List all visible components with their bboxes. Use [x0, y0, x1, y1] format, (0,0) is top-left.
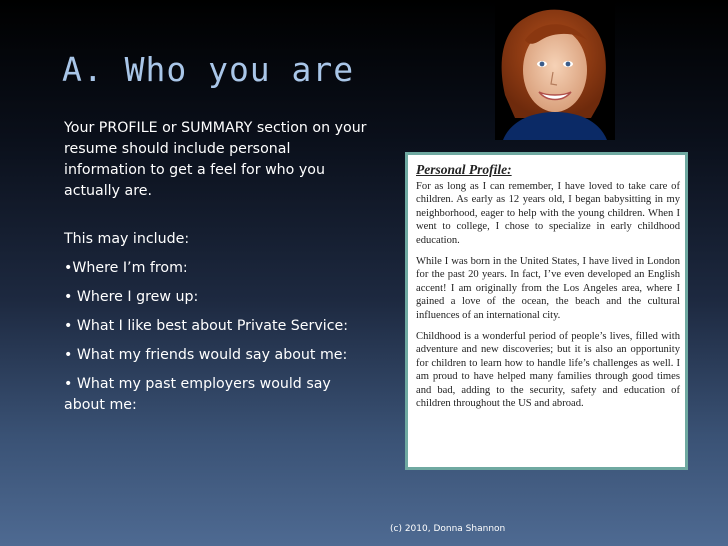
list-item-where-from: •Where I’m from: [64, 260, 188, 276]
profile-paragraph: Childhood is a wonderful period of people’s lives, filled with adventure and new discoveries; but it is also an opportunity for children to learn how to handle life’s challenges as well. I am proud to have helped many families through good times and bad, adding to the security, safety and education of children throughout the US and abroad. [416, 331, 680, 410]
list-item-grew-up: • Where I grew up: [64, 289, 199, 305]
intro-text: Your PROFILE or SUMMARY section on your resume should include personal information to get a feel for who you actually are. [64, 120, 367, 199]
list-intro: This may include: [64, 231, 190, 247]
profile-paragraph: While I was born in the United States, I have lived in London for the past 20 years. In fact, I’ve even developed an English accent! I am originally from the Los Angeles area, where I gained a love of the ocean, the beach and the cultural influences of an international city. [416, 256, 680, 321]
profile-photo [495, 0, 615, 140]
list-item-employers: • What my past employers would say about me: [64, 376, 331, 413]
copyright-footer: (c) 2010, Donna Shannon [390, 524, 506, 534]
profile-heading: Personal Profile: [416, 162, 512, 177]
slide-title: A. Who you are [62, 50, 355, 89]
left-text-block [64, 118, 374, 416]
list-item-private-service: • What I like best about Private Service: [64, 318, 349, 334]
list-item-friends: • What my friends would say about me: [64, 347, 348, 363]
personal-profile-card [405, 152, 688, 470]
profile-paragraph: For as long as I can remember, I have loved to take care of children. As early as 12 years old, I began babysitting in my neighborhood, eager to help with the young children. When I went to college, I chose to specialize in early childhood education. [416, 181, 680, 246]
